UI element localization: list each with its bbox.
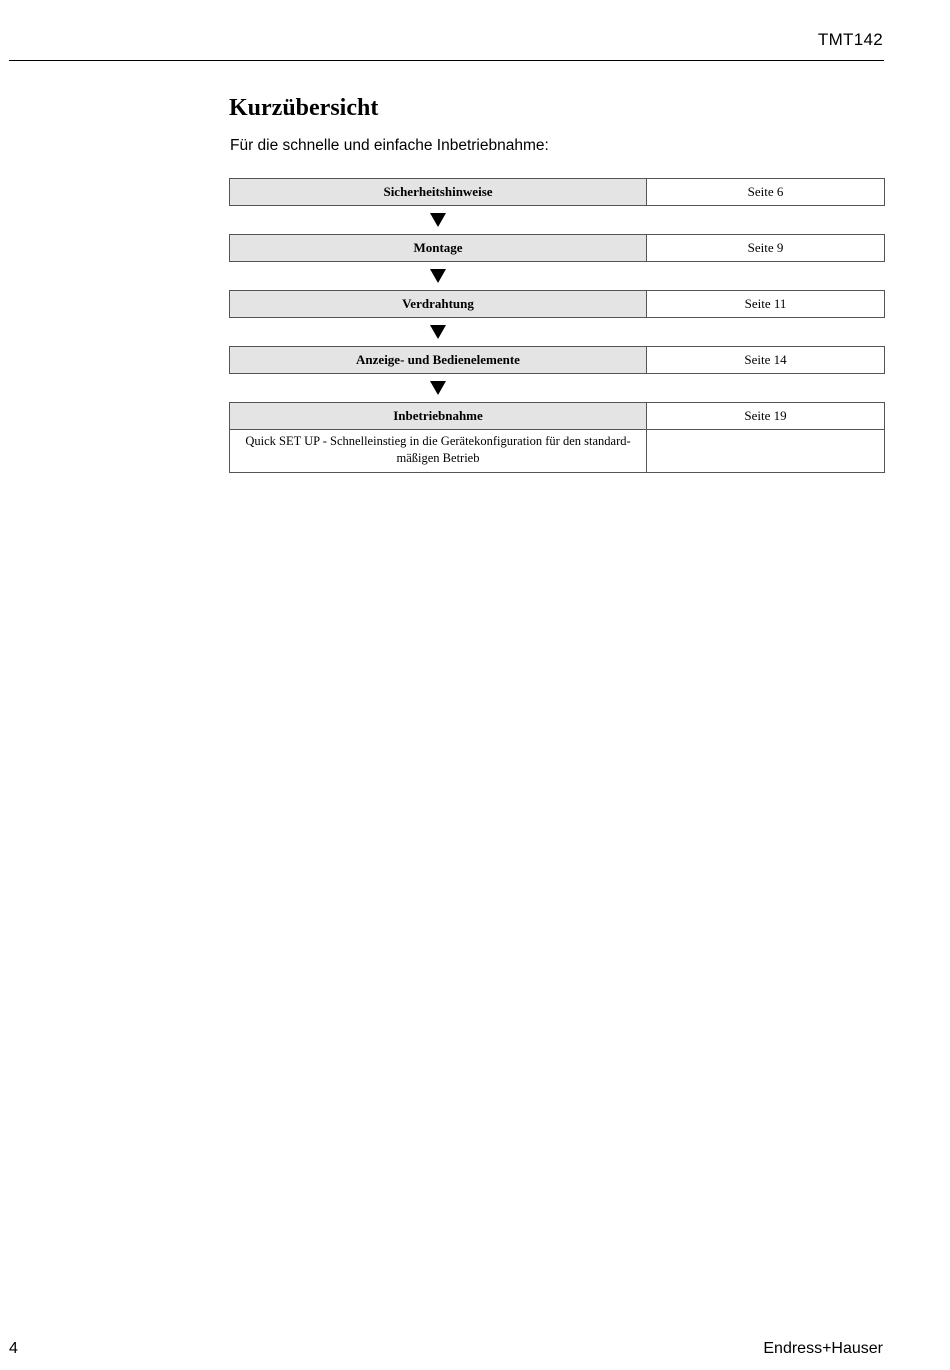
page-title: Kurzübersicht xyxy=(229,95,379,121)
step-title: Montage xyxy=(230,235,647,261)
quick-overview-flowchart xyxy=(229,178,885,473)
step-page-reference: Seite 6 xyxy=(747,184,784,199)
down-arrow-icon xyxy=(430,381,446,395)
brand-name: Endress+Hauser xyxy=(763,1340,883,1357)
step-title: Inbetriebnahme xyxy=(230,403,647,429)
step-page-reference: Seite 11 xyxy=(744,296,787,311)
step-page-reference: Seite 19 xyxy=(744,408,787,423)
page-number: 4 xyxy=(9,1340,18,1357)
down-arrow-icon xyxy=(430,213,446,227)
intro-text: Für die schnelle und einfache Inbetriebnahme: xyxy=(230,137,549,154)
step-description: Quick SET UP - Schnelleinstieg in die Gerätekonfiguration für den standard-mäßigen Betrieb xyxy=(230,430,647,472)
down-arrow-icon xyxy=(430,269,446,283)
step-title: Sicherheitshinweise xyxy=(230,179,647,205)
flow-step-mounting xyxy=(229,234,885,262)
document-id: TMT142 xyxy=(817,30,883,49)
flow-step-commissioning xyxy=(229,402,885,473)
step-page-reference: Seite 9 xyxy=(747,240,784,255)
step-title: Anzeige- und Bedienelemente xyxy=(230,347,647,373)
flow-step-display-controls xyxy=(229,346,885,374)
step-title: Verdrahtung xyxy=(230,291,647,317)
step-page-reference: Seite 14 xyxy=(744,352,787,367)
flow-step-safety xyxy=(229,178,885,206)
flow-step-wiring xyxy=(229,290,885,318)
empty-cell xyxy=(647,430,884,472)
header-divider xyxy=(9,60,884,61)
down-arrow-icon xyxy=(430,325,446,339)
